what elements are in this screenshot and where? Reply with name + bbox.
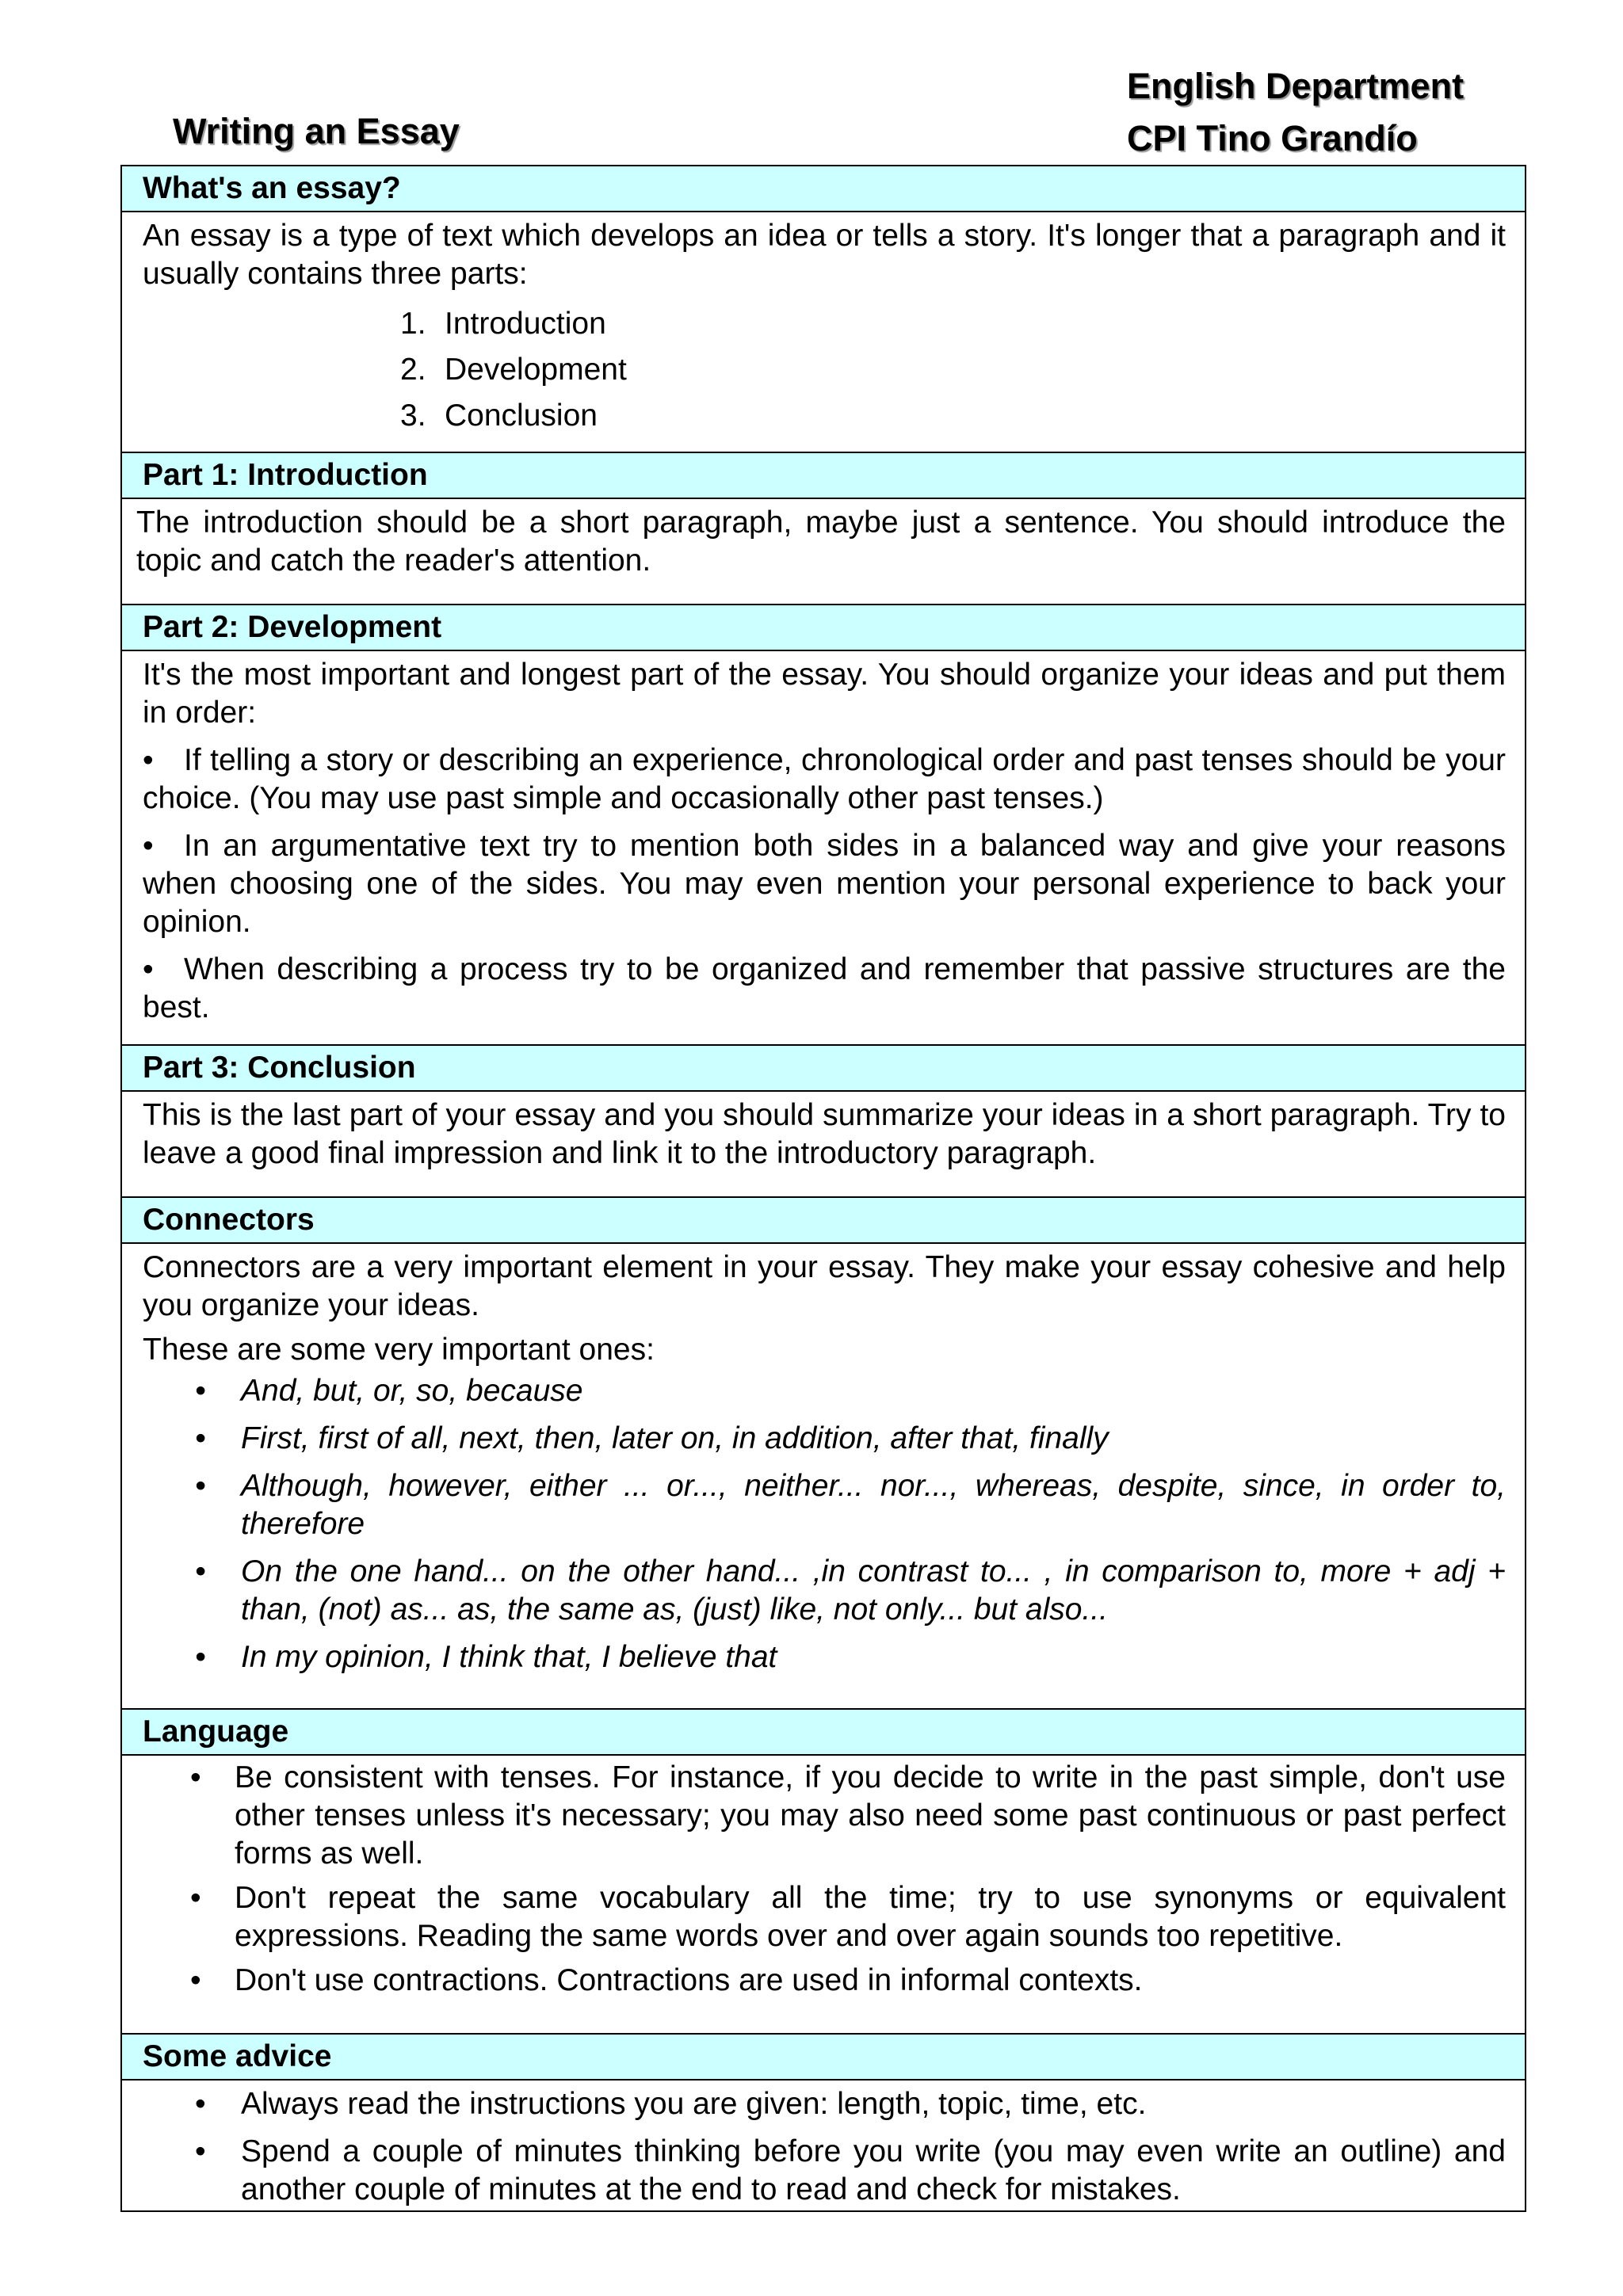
section-heading-what: What's an essay? [122, 166, 1525, 212]
connectors-intro: These are some very important ones: [143, 1333, 655, 1367]
section-body-language [122, 1756, 1525, 2035]
list-item: • First, first of all, next, then, later on, in addition, after that, finally [143, 1420, 1506, 1458]
list-item: 3. Conclusion [400, 399, 598, 433]
essay-guide-table [120, 165, 1526, 2212]
list-item: • In an argumentative text try to mention both sides in a balanced way and give your reasons when choosing one of the sides. You may even mention your personal experience to back your opinion. [143, 829, 1506, 939]
section-heading-introduction: Part 1: Introduction [122, 453, 1525, 499]
list-item: • Don't repeat the same vocabulary all the time; try to use synonyms or equivalent expressions. Reading the same words over and over again sounds too repetitive. [190, 1881, 1506, 1953]
list-item: • Don't use contractions. Contractions are used in informal contexts. [143, 1962, 1506, 2000]
list-item: 1. Introduction [400, 307, 606, 341]
list-item: • If telling a story or describing an experience, chronological order and past tenses should be your choice. (You may use past simple and occasionally other past tenses.) [143, 743, 1506, 815]
school-name: CPI Tino Grandío [1127, 118, 1418, 158]
introduction-text: The introduction should be a short paragraph, maybe just a sentence. You should introduce the topic and catch the reader's attention. [136, 505, 1506, 578]
section-heading-development: Part 2: Development [122, 605, 1525, 651]
list-item: • When describing a process try to be organized and remember that passive structures are the best. [143, 952, 1506, 1024]
bullet-icon: • [195, 1374, 206, 1408]
list-item: 2. Development [400, 353, 627, 387]
section-body-development [122, 651, 1525, 1046]
bullet-icon: • [143, 829, 154, 863]
bullet-icon: • [195, 1469, 206, 1503]
bullet-icon: • [190, 1881, 201, 1915]
section-heading-connectors: Connectors [122, 1198, 1525, 1244]
conclusion-text: This is the last part of your essay and you should summarize your ideas in a short paragraph. Try to leave a good final impression and link it to the introductory paragraph. [143, 1098, 1506, 1170]
connectors-text: Connectors are a very important element in your essay. They make your essay cohesive and help you organize your ideas. [143, 1250, 1506, 1322]
bullet-icon: • [190, 1963, 201, 1997]
department-name: English Department [1127, 66, 1465, 106]
list-item: • In my opinion, I think that, I believe that [143, 1638, 1506, 1676]
language-list [143, 1759, 1506, 2000]
bullet-icon: • [190, 1760, 201, 1794]
section-body-conclusion [122, 1092, 1525, 1198]
department-header [1127, 60, 1464, 165]
list-item: • On the one hand... on the other hand... ,in contrast to... , in comparison to, more + adj + than, (not) as... as, the same as, (just) like, not only... but also... [195, 1554, 1506, 1627]
bullet-icon: • [143, 743, 154, 777]
bullet-icon: • [195, 1554, 206, 1589]
bullet-icon: • [195, 1421, 206, 1455]
what-text: An essay is a type of text which develops an idea or tells a story. It's longer that a paragraph and it usually contains three parts: [143, 219, 1506, 291]
bullet-icon: • [143, 952, 154, 986]
section-body-connectors [122, 1244, 1525, 1710]
section-heading-language: Language [122, 1710, 1525, 1756]
advice-list [143, 2085, 1506, 2209]
connectors-list [143, 1372, 1506, 1676]
section-heading-advice: Some advice [122, 2035, 1525, 2081]
list-item: • Although, however, either ... or..., neither... nor..., whereas, despite, since, in order to, therefore [195, 1469, 1506, 1541]
list-item: • Spend a couple of minutes thinking before you write (you may even write an outline) and another couple of minutes at the end to read and check for mistakes. [195, 2134, 1506, 2206]
bullet-icon: • [195, 2134, 206, 2168]
section-body-what [122, 212, 1525, 453]
list-item: • And, but, or, so, because [143, 1372, 1506, 1410]
page-title: Writing an Essay [173, 111, 460, 151]
bullet-icon: • [195, 2087, 206, 2121]
parts-list [143, 301, 1506, 439]
section-heading-conclusion: Part 3: Conclusion [122, 1046, 1525, 1092]
list-item: • Always read the instructions you are given: length, topic, time, etc. [143, 2085, 1506, 2123]
bullet-icon: • [195, 1640, 206, 1674]
list-item: • Be consistent with tenses. For instance, if you decide to write in the past simple, don't use other tenses unless it's necessary; you may also need some past continuous or past perfect forms as well. [190, 1760, 1506, 1871]
section-body-introduction [122, 499, 1525, 605]
development-text: It's the most important and longest part of the essay. You should organize your ideas and put them in order: [143, 658, 1506, 730]
section-body-advice [122, 2081, 1525, 2210]
